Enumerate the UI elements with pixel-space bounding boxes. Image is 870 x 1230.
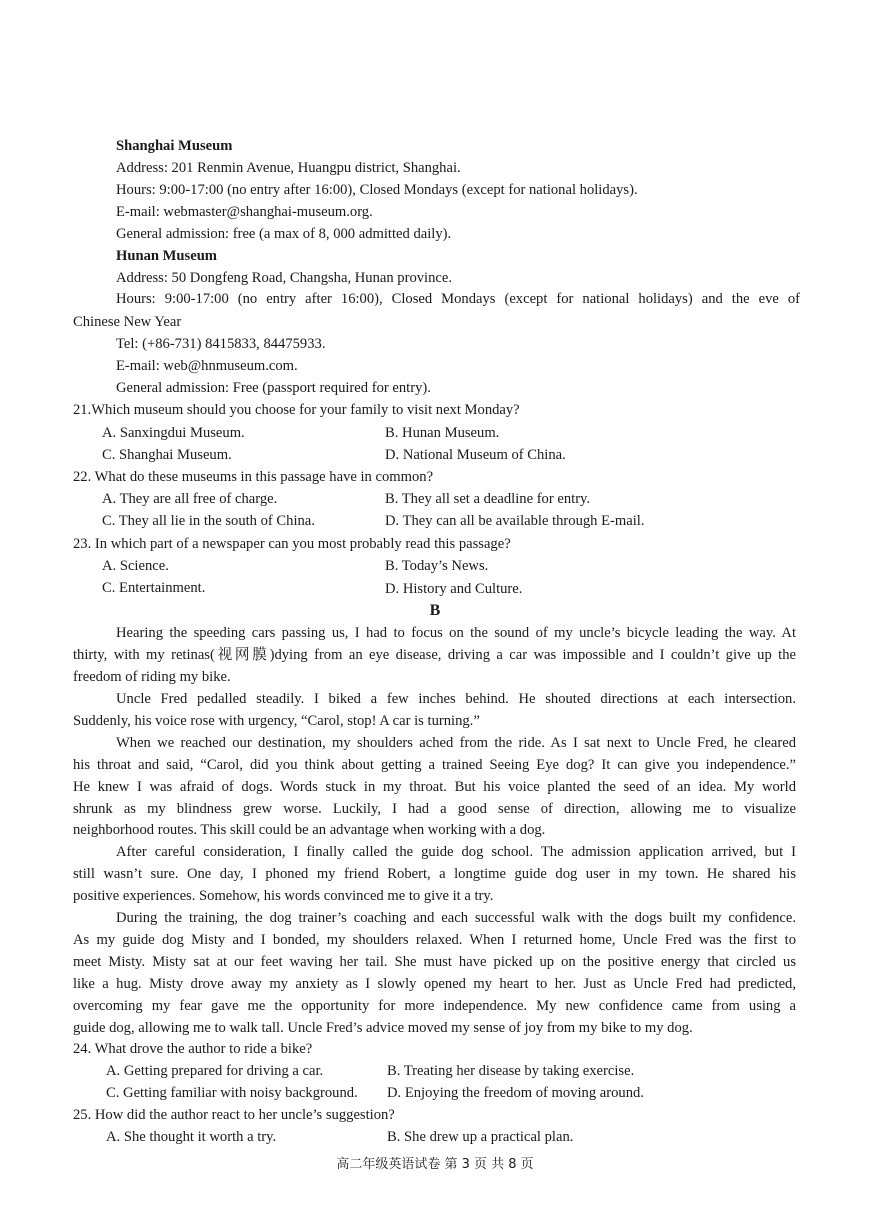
passage-b-p5-line1: During the training, the dog trainer’s coaching and each successful walk with the dogs built my confidence. [116, 910, 796, 926]
question-22-option-c: C. They all lie in the south of China. [102, 513, 315, 529]
question-21-stem: 21.Which museum should you choose for your family to visit next Monday? [73, 402, 520, 418]
shanghai-museum-title: Shanghai Museum [116, 138, 233, 154]
hunan-admission: General admission: Free (passport required for entry). [116, 380, 431, 396]
passage-b-p5-line4: like a hug. Misty drove away my anxiety as I slowly opened my heart to her. Just as Uncle Fred had predicted, [73, 976, 796, 992]
hunan-hours-line2: Chinese New Year [73, 314, 182, 330]
hunan-museum-title: Hunan Museum [116, 248, 217, 264]
shanghai-admission: General admission: free (a max of 8, 000 admitted daily). [116, 226, 452, 242]
question-22-option-d: D. They can all be available through E-mail. [385, 513, 645, 529]
passage-b-p5-line6: guide dog, allowing me to walk tall. Uncle Fred’s advice moved my sense of joy from my bike to my dog. [73, 1020, 693, 1036]
passage-b-p5-line2: As my guide dog Misty and I bonded, my shoulders relaxed. When I returned home, Uncle Fred was the first to [73, 932, 796, 948]
question-23-option-b: B. Today’s News. [385, 558, 489, 574]
question-22-stem: 22. What do these museums in this passage have in common? [73, 469, 434, 485]
question-23-stem: 23. In which part of a newspaper can you most probably read this passage? [73, 536, 511, 552]
passage-b-p3-line4: shrunk as my blindness grew worse. Luckily, I had a good sense of direction, allowing me to visualize [73, 801, 796, 817]
passage-b-p4-line1: After careful consideration, I finally called the guide dog school. The admission application arrived, but I [116, 844, 796, 860]
question-21-option-b: B. Hunan Museum. [385, 425, 500, 441]
passage-b-p1-line2: thirty, with my retinas(视网膜)dying from an eye disease, driving a car was impossible and I couldn’t give up the [73, 647, 796, 663]
question-23-option-d: D. History and Culture. [385, 581, 523, 597]
page-footer: 高二年级英语试卷 第 3 页 共 8 页 [336, 1157, 534, 1172]
question-25-option-b: B. She drew up a practical plan. [387, 1129, 574, 1145]
passage-b-p2-line2: Suddenly, his voice rose with urgency, “Carol, stop! A car is turning.” [73, 713, 480, 729]
passage-b-p1-line1: Hearing the speeding cars passing us, I had to focus on the sound of my uncle’s bicycle leading the way. At [116, 625, 796, 641]
shanghai-email: E-mail: webmaster@shanghai-museum.org. [116, 204, 373, 220]
question-22-option-b: B. They all set a deadline for entry. [385, 491, 591, 507]
passage-b-p3-line1: When we reached our destination, my shoulders ached from the ride. As I sat next to Uncle Fred, he cleared [116, 735, 796, 751]
question-24-option-a: A. Getting prepared for driving a car. [106, 1063, 324, 1079]
passage-b-p1-line3: freedom of riding my bike. [73, 669, 231, 685]
question-24-option-b: B. Treating her disease by taking exercise. [387, 1063, 635, 1079]
passage-b-p2-line1: Uncle Fred pedalled steadily. I biked a few inches behind. He shouted directions at each intersection. [116, 691, 796, 707]
passage-b-p5-line3: meet Misty. Misty sat at our feet waving her tail. She must have picked up on the positive energy that circled us [73, 954, 796, 970]
passage-b-p4-line2: still wasn’t sure. One day, I phoned my friend Robert, a longtime guide dog user in my town. He shared his [73, 866, 796, 882]
hunan-email: E-mail: web@hnmuseum.com. [116, 358, 298, 374]
passage-b-p4-line3: positive experiences. Somehow, his words convinced me to give it a try. [73, 888, 494, 904]
question-24-option-d: D. Enjoying the freedom of moving around. [387, 1085, 644, 1101]
shanghai-hours: Hours: 9:00-17:00 (no entry after 16:00), Closed Mondays (except for national holidays). [116, 182, 638, 198]
question-24-option-c: C. Getting familiar with noisy background. [106, 1085, 358, 1101]
hunan-hours-line1: Hours: 9:00-17:00 (no entry after 16:00), Closed Mondays (except for national holidays) and the eve of [116, 291, 800, 307]
passage-b-p3-line2: his throat and said, “Carol, did you think about getting a trained Seeing Eye dog? It can give you independence.” [73, 757, 796, 773]
question-21-option-d: D. National Museum of China. [385, 447, 566, 463]
shanghai-address: Address: 201 Renmin Avenue, Huangpu district, Shanghai. [116, 160, 461, 176]
passage-b-p5-line5: overcoming my fear gave me the opportunity for more independence. My new confidence came from using a [73, 998, 796, 1014]
passage-b-p3-line3: He knew I was afraid of dogs. Words stuck in my throat. But his voice planted the seed of an idea. My world [73, 779, 796, 795]
question-21-option-c: C. Shanghai Museum. [102, 447, 232, 463]
passage-b-p3-line5: neighborhood routes. This skill could be an advantage when working with a dog. [73, 822, 546, 838]
hunan-address: Address: 50 Dongfeng Road, Changsha, Hunan province. [116, 270, 452, 286]
question-25-stem: 25. How did the author react to her uncle’s suggestion? [73, 1107, 395, 1123]
question-22-option-a: A. They are all free of charge. [102, 491, 278, 507]
question-21-option-a: A. Sanxingdui Museum. [102, 425, 245, 441]
question-24-stem: 24. What drove the author to ride a bike? [73, 1041, 313, 1057]
hunan-tel: Tel: (+86-731) 8415833, 84475933. [116, 336, 326, 352]
section-b-heading: B [429, 602, 441, 619]
question-25-option-a: A. She thought it worth a try. [106, 1129, 277, 1145]
question-23-option-a: A. Science. [102, 558, 169, 574]
question-23-option-c: C. Entertainment. [102, 580, 206, 596]
